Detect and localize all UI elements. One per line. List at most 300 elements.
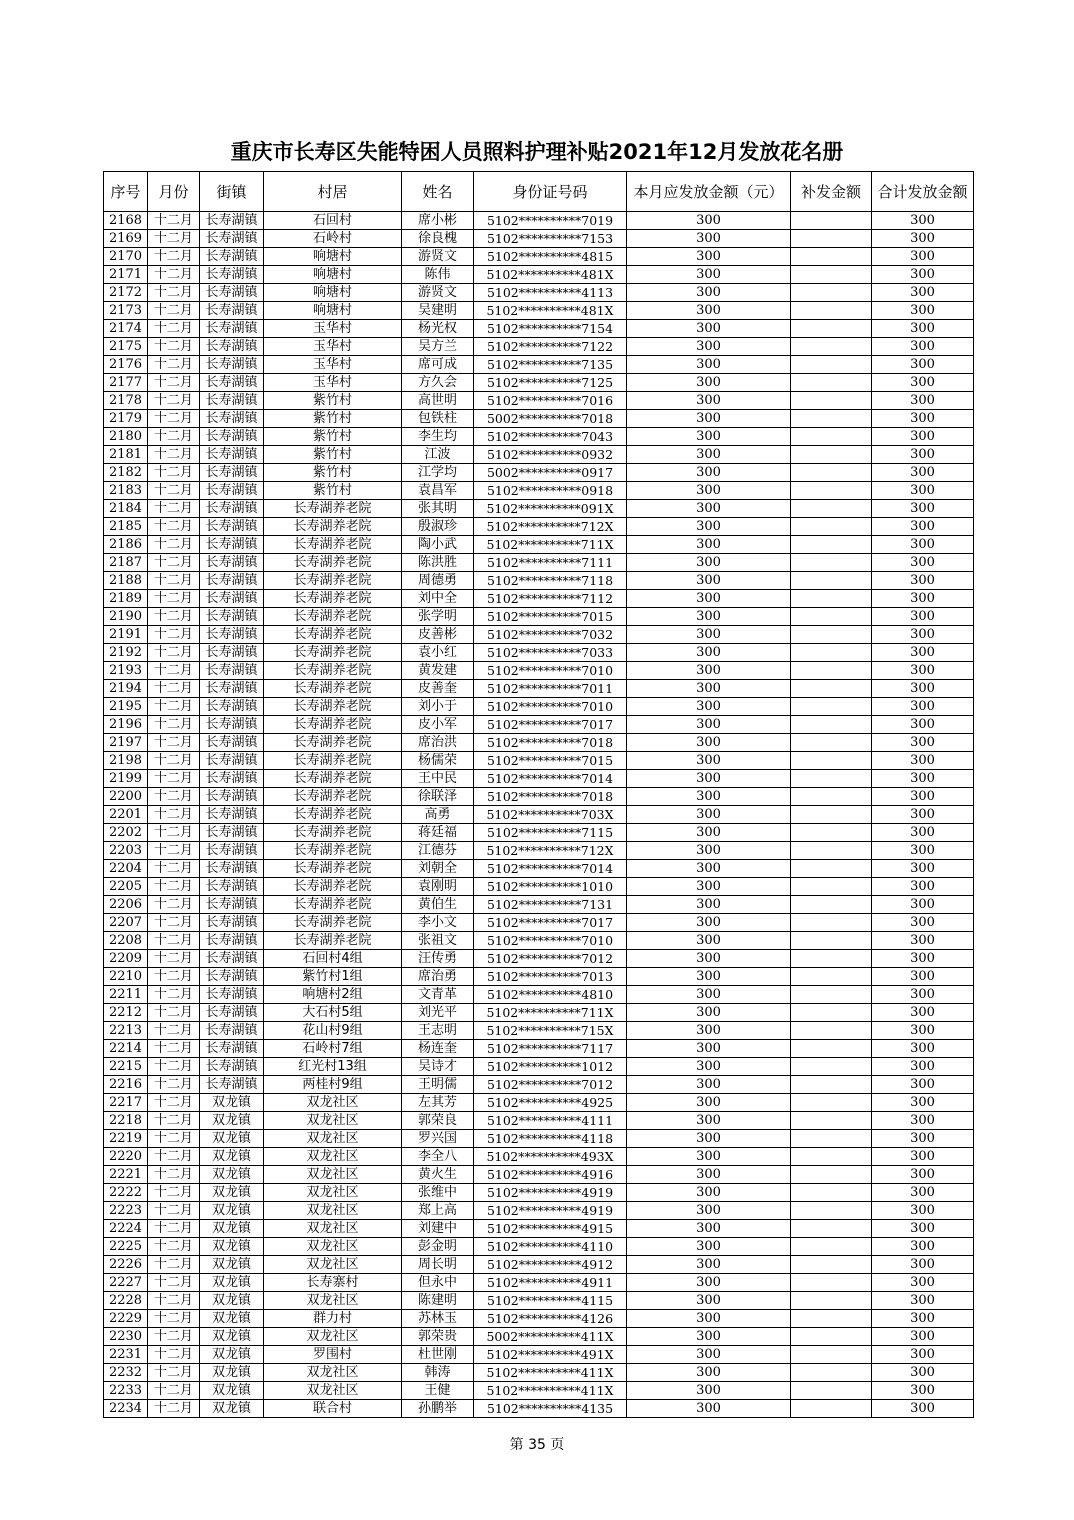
cell-village: 双龙社区 bbox=[264, 1238, 402, 1256]
cell-id-number: 5102**********4135 bbox=[474, 1400, 627, 1418]
cell-id-number: 5102**********703X bbox=[474, 806, 627, 824]
cell-monthly-amount: 300 bbox=[627, 986, 791, 1004]
cell-back-pay bbox=[791, 392, 872, 410]
cell-village: 红光村13组 bbox=[264, 1058, 402, 1076]
cell-back-pay bbox=[791, 770, 872, 788]
cell-seq: 2215 bbox=[104, 1058, 148, 1076]
cell-seq: 2213 bbox=[104, 1022, 148, 1040]
cell-back-pay bbox=[791, 734, 872, 752]
cell-id-number: 5102**********7010 bbox=[474, 932, 627, 950]
cell-village: 双龙社区 bbox=[264, 1202, 402, 1220]
cell-village: 长寿湖养老院 bbox=[264, 572, 402, 590]
cell-town: 长寿湖镇 bbox=[200, 572, 264, 590]
cell-month: 十二月 bbox=[148, 950, 200, 968]
cell-back-pay bbox=[791, 446, 872, 464]
table-row bbox=[104, 1310, 974, 1328]
cell-town: 长寿湖镇 bbox=[200, 1004, 264, 1022]
cell-id-number: 5102**********7018 bbox=[474, 788, 627, 806]
cell-month: 十二月 bbox=[148, 986, 200, 1004]
cell-month: 十二月 bbox=[148, 644, 200, 662]
cell-total-amount: 300 bbox=[872, 788, 974, 806]
table-row bbox=[104, 626, 974, 644]
cell-month: 十二月 bbox=[148, 518, 200, 536]
cell-month: 十二月 bbox=[148, 806, 200, 824]
cell-id-number: 5102**********7017 bbox=[474, 914, 627, 932]
cell-monthly-amount: 300 bbox=[627, 842, 791, 860]
cell-town: 双龙镇 bbox=[200, 1346, 264, 1364]
cell-month: 十二月 bbox=[148, 1328, 200, 1346]
cell-village: 长寿寨村 bbox=[264, 1274, 402, 1292]
cell-id-number: 5102**********7011 bbox=[474, 680, 627, 698]
table-row bbox=[104, 302, 974, 320]
cell-village: 长寿湖养老院 bbox=[264, 536, 402, 554]
cell-village: 两桂村9组 bbox=[264, 1076, 402, 1094]
cell-month: 十二月 bbox=[148, 392, 200, 410]
table-row bbox=[104, 716, 974, 734]
cell-back-pay bbox=[791, 608, 872, 626]
cell-name: 但永中 bbox=[402, 1274, 474, 1292]
cell-seq: 2197 bbox=[104, 734, 148, 752]
cell-total-amount: 300 bbox=[872, 554, 974, 572]
cell-back-pay bbox=[791, 716, 872, 734]
cell-village: 双龙社区 bbox=[264, 1130, 402, 1148]
cell-town: 长寿湖镇 bbox=[200, 932, 264, 950]
cell-total-amount: 300 bbox=[872, 842, 974, 860]
cell-total-amount: 300 bbox=[872, 1328, 974, 1346]
cell-town: 长寿湖镇 bbox=[200, 464, 264, 482]
cell-name: 刘朝全 bbox=[402, 860, 474, 878]
cell-monthly-amount: 300 bbox=[627, 446, 791, 464]
cell-id-number: 5102**********091X bbox=[474, 500, 627, 518]
cell-monthly-amount: 300 bbox=[627, 1274, 791, 1292]
cell-total-amount: 300 bbox=[872, 590, 974, 608]
cell-town: 长寿湖镇 bbox=[200, 374, 264, 392]
cell-id-number: 5102**********7135 bbox=[474, 356, 627, 374]
cell-seq: 2169 bbox=[104, 230, 148, 248]
cell-seq: 2226 bbox=[104, 1256, 148, 1274]
cell-id-number: 5102**********4115 bbox=[474, 1292, 627, 1310]
cell-seq: 2168 bbox=[104, 212, 148, 230]
cell-seq: 2188 bbox=[104, 572, 148, 590]
cell-month: 十二月 bbox=[148, 1184, 200, 1202]
cell-village: 长寿湖养老院 bbox=[264, 788, 402, 806]
cell-back-pay bbox=[791, 1328, 872, 1346]
cell-month: 十二月 bbox=[148, 1040, 200, 1058]
cell-town: 双龙镇 bbox=[200, 1184, 264, 1202]
cell-town: 长寿湖镇 bbox=[200, 410, 264, 428]
cell-name: 吴诗才 bbox=[402, 1058, 474, 1076]
cell-village: 石回村4组 bbox=[264, 950, 402, 968]
cell-monthly-amount: 300 bbox=[627, 410, 791, 428]
cell-monthly-amount: 300 bbox=[627, 1202, 791, 1220]
cell-total-amount: 300 bbox=[872, 1076, 974, 1094]
cell-monthly-amount: 300 bbox=[627, 590, 791, 608]
cell-town: 长寿湖镇 bbox=[200, 518, 264, 536]
table-row bbox=[104, 1202, 974, 1220]
cell-month: 十二月 bbox=[148, 302, 200, 320]
cell-town: 双龙镇 bbox=[200, 1148, 264, 1166]
cell-monthly-amount: 300 bbox=[627, 212, 791, 230]
cell-monthly-amount: 300 bbox=[627, 1094, 791, 1112]
cell-seq: 2231 bbox=[104, 1346, 148, 1364]
cell-id-number: 5102**********7154 bbox=[474, 320, 627, 338]
cell-town: 长寿湖镇 bbox=[200, 338, 264, 356]
cell-id-number: 5102**********0932 bbox=[474, 446, 627, 464]
cell-month: 十二月 bbox=[148, 1310, 200, 1328]
cell-total-amount: 300 bbox=[872, 356, 974, 374]
cell-id-number: 5102**********4810 bbox=[474, 986, 627, 1004]
cell-town: 长寿湖镇 bbox=[200, 446, 264, 464]
cell-back-pay bbox=[791, 1256, 872, 1274]
cell-town: 双龙镇 bbox=[200, 1328, 264, 1346]
cell-month: 十二月 bbox=[148, 212, 200, 230]
cell-monthly-amount: 300 bbox=[627, 338, 791, 356]
cell-back-pay bbox=[791, 1004, 872, 1022]
header-town: 街镇 bbox=[200, 172, 264, 212]
cell-id-number: 5102**********7125 bbox=[474, 374, 627, 392]
table-row bbox=[104, 446, 974, 464]
cell-total-amount: 300 bbox=[872, 1292, 974, 1310]
cell-id-number: 5102**********491X bbox=[474, 1346, 627, 1364]
cell-id-number: 5102**********411X bbox=[474, 1364, 627, 1382]
cell-monthly-amount: 300 bbox=[627, 1004, 791, 1022]
table-row bbox=[104, 1220, 974, 1238]
cell-back-pay bbox=[791, 878, 872, 896]
cell-seq: 2210 bbox=[104, 968, 148, 986]
table-row bbox=[104, 662, 974, 680]
cell-id-number: 5102**********4118 bbox=[474, 1130, 627, 1148]
cell-seq: 2206 bbox=[104, 896, 148, 914]
cell-village: 长寿湖养老院 bbox=[264, 770, 402, 788]
cell-name: 彭金明 bbox=[402, 1238, 474, 1256]
cell-total-amount: 300 bbox=[872, 518, 974, 536]
table-row bbox=[104, 860, 974, 878]
cell-seq: 2200 bbox=[104, 788, 148, 806]
cell-monthly-amount: 300 bbox=[627, 1364, 791, 1382]
cell-seq: 2178 bbox=[104, 392, 148, 410]
cell-village: 大石村5组 bbox=[264, 1004, 402, 1022]
cell-back-pay bbox=[791, 302, 872, 320]
cell-monthly-amount: 300 bbox=[627, 320, 791, 338]
cell-seq: 2186 bbox=[104, 536, 148, 554]
cell-name: 李全八 bbox=[402, 1148, 474, 1166]
table-row bbox=[104, 752, 974, 770]
cell-month: 十二月 bbox=[148, 356, 200, 374]
table-row bbox=[104, 554, 974, 572]
cell-town: 长寿湖镇 bbox=[200, 428, 264, 446]
cell-total-amount: 300 bbox=[872, 1382, 974, 1400]
cell-town: 长寿湖镇 bbox=[200, 1022, 264, 1040]
cell-town: 长寿湖镇 bbox=[200, 536, 264, 554]
cell-monthly-amount: 300 bbox=[627, 482, 791, 500]
cell-monthly-amount: 300 bbox=[627, 1310, 791, 1328]
cell-id-number: 5002**********0917 bbox=[474, 464, 627, 482]
cell-month: 十二月 bbox=[148, 608, 200, 626]
cell-monthly-amount: 300 bbox=[627, 554, 791, 572]
cell-monthly-amount: 300 bbox=[627, 914, 791, 932]
cell-monthly-amount: 300 bbox=[627, 266, 791, 284]
cell-id-number: 5102**********711X bbox=[474, 1004, 627, 1022]
cell-town: 双龙镇 bbox=[200, 1202, 264, 1220]
cell-back-pay bbox=[791, 1220, 872, 1238]
cell-seq: 2181 bbox=[104, 446, 148, 464]
cell-id-number: 5102**********1012 bbox=[474, 1058, 627, 1076]
cell-id-number: 5102**********481X bbox=[474, 302, 627, 320]
table-row bbox=[104, 500, 974, 518]
cell-back-pay bbox=[791, 1274, 872, 1292]
cell-town: 长寿湖镇 bbox=[200, 1040, 264, 1058]
table-row bbox=[104, 248, 974, 266]
cell-back-pay bbox=[791, 1112, 872, 1130]
table-row bbox=[104, 1400, 974, 1418]
cell-town: 双龙镇 bbox=[200, 1256, 264, 1274]
cell-back-pay bbox=[791, 1148, 872, 1166]
cell-monthly-amount: 300 bbox=[627, 752, 791, 770]
cell-id-number: 5102**********4919 bbox=[474, 1184, 627, 1202]
cell-name: 席可成 bbox=[402, 356, 474, 374]
cell-seq: 2185 bbox=[104, 518, 148, 536]
table-row bbox=[104, 1184, 974, 1202]
cell-town: 长寿湖镇 bbox=[200, 896, 264, 914]
cell-name: 杨连奎 bbox=[402, 1040, 474, 1058]
table-row bbox=[104, 1274, 974, 1292]
cell-month: 十二月 bbox=[148, 428, 200, 446]
cell-name: 黄发建 bbox=[402, 662, 474, 680]
cell-id-number: 5102**********4925 bbox=[474, 1094, 627, 1112]
cell-name: 李小文 bbox=[402, 914, 474, 932]
cell-back-pay bbox=[791, 950, 872, 968]
cell-monthly-amount: 300 bbox=[627, 968, 791, 986]
cell-village: 玉华村 bbox=[264, 356, 402, 374]
cell-back-pay bbox=[791, 896, 872, 914]
cell-month: 十二月 bbox=[148, 626, 200, 644]
cell-village: 长寿湖养老院 bbox=[264, 554, 402, 572]
cell-monthly-amount: 300 bbox=[627, 1058, 791, 1076]
cell-monthly-amount: 300 bbox=[627, 896, 791, 914]
cell-name: 刘建中 bbox=[402, 1220, 474, 1238]
cell-town: 长寿湖镇 bbox=[200, 230, 264, 248]
cell-back-pay bbox=[791, 374, 872, 392]
cell-total-amount: 300 bbox=[872, 446, 974, 464]
cell-village: 长寿湖养老院 bbox=[264, 932, 402, 950]
cell-village: 双龙社区 bbox=[264, 1364, 402, 1382]
cell-total-amount: 300 bbox=[872, 878, 974, 896]
cell-seq: 2224 bbox=[104, 1220, 148, 1238]
cell-back-pay bbox=[791, 968, 872, 986]
cell-village: 长寿湖养老院 bbox=[264, 752, 402, 770]
cell-month: 十二月 bbox=[148, 1256, 200, 1274]
cell-id-number: 5102**********7118 bbox=[474, 572, 627, 590]
table-row bbox=[104, 266, 974, 284]
cell-id-number: 5102**********481X bbox=[474, 266, 627, 284]
cell-monthly-amount: 300 bbox=[627, 536, 791, 554]
cell-id-number: 5102**********7111 bbox=[474, 554, 627, 572]
cell-month: 十二月 bbox=[148, 734, 200, 752]
cell-seq: 2195 bbox=[104, 698, 148, 716]
cell-town: 长寿湖镇 bbox=[200, 284, 264, 302]
table-row bbox=[104, 536, 974, 554]
cell-village: 双龙社区 bbox=[264, 1256, 402, 1274]
cell-seq: 2172 bbox=[104, 284, 148, 302]
cell-total-amount: 300 bbox=[872, 1166, 974, 1184]
header-name: 姓名 bbox=[402, 172, 474, 212]
table-row bbox=[104, 806, 974, 824]
cell-seq: 2203 bbox=[104, 842, 148, 860]
cell-name: 张学明 bbox=[402, 608, 474, 626]
cell-village: 响塘村2组 bbox=[264, 986, 402, 1004]
cell-name: 江学均 bbox=[402, 464, 474, 482]
cell-seq: 2175 bbox=[104, 338, 148, 356]
cell-id-number: 5102**********4110 bbox=[474, 1238, 627, 1256]
cell-total-amount: 300 bbox=[872, 770, 974, 788]
cell-total-amount: 300 bbox=[872, 1238, 974, 1256]
cell-monthly-amount: 300 bbox=[627, 464, 791, 482]
cell-name: 杜世刚 bbox=[402, 1346, 474, 1364]
cell-town: 长寿湖镇 bbox=[200, 248, 264, 266]
cell-back-pay bbox=[791, 410, 872, 428]
cell-name: 张维中 bbox=[402, 1184, 474, 1202]
cell-seq: 2217 bbox=[104, 1094, 148, 1112]
cell-town: 长寿湖镇 bbox=[200, 266, 264, 284]
cell-back-pay bbox=[791, 1346, 872, 1364]
cell-village: 长寿湖养老院 bbox=[264, 734, 402, 752]
cell-id-number: 5102**********7012 bbox=[474, 1076, 627, 1094]
cell-town: 双龙镇 bbox=[200, 1292, 264, 1310]
cell-total-amount: 300 bbox=[872, 662, 974, 680]
cell-back-pay bbox=[791, 518, 872, 536]
cell-id-number: 5102**********411X bbox=[474, 1382, 627, 1400]
cell-village: 长寿湖养老院 bbox=[264, 500, 402, 518]
cell-town: 长寿湖镇 bbox=[200, 1058, 264, 1076]
cell-seq: 2191 bbox=[104, 626, 148, 644]
table-row bbox=[104, 590, 974, 608]
cell-monthly-amount: 300 bbox=[627, 374, 791, 392]
cell-total-amount: 300 bbox=[872, 1148, 974, 1166]
table-row bbox=[104, 572, 974, 590]
cell-back-pay bbox=[791, 1130, 872, 1148]
cell-village: 紫竹村 bbox=[264, 446, 402, 464]
cell-seq: 2193 bbox=[104, 662, 148, 680]
cell-month: 十二月 bbox=[148, 482, 200, 500]
cell-total-amount: 300 bbox=[872, 1274, 974, 1292]
cell-id-number: 5102**********4113 bbox=[474, 284, 627, 302]
cell-village: 长寿湖养老院 bbox=[264, 626, 402, 644]
cell-month: 十二月 bbox=[148, 374, 200, 392]
cell-name: 皮善奎 bbox=[402, 680, 474, 698]
cell-id-number: 5102**********7012 bbox=[474, 950, 627, 968]
header-back-pay: 补发金额 bbox=[791, 172, 872, 212]
cell-back-pay bbox=[791, 842, 872, 860]
roster-table bbox=[103, 171, 974, 1418]
cell-name: 袁小红 bbox=[402, 644, 474, 662]
cell-name: 江波 bbox=[402, 446, 474, 464]
cell-month: 十二月 bbox=[148, 1058, 200, 1076]
cell-month: 十二月 bbox=[148, 338, 200, 356]
cell-town: 双龙镇 bbox=[200, 1364, 264, 1382]
table-row bbox=[104, 1148, 974, 1166]
cell-name: 孙鹏举 bbox=[402, 1400, 474, 1418]
cell-total-amount: 300 bbox=[872, 428, 974, 446]
cell-total-amount: 300 bbox=[872, 1202, 974, 1220]
cell-village: 长寿湖养老院 bbox=[264, 518, 402, 536]
cell-name: 黄伯生 bbox=[402, 896, 474, 914]
cell-monthly-amount: 300 bbox=[627, 1292, 791, 1310]
cell-seq: 2209 bbox=[104, 950, 148, 968]
table-row bbox=[104, 1292, 974, 1310]
cell-seq: 2216 bbox=[104, 1076, 148, 1094]
table-row bbox=[104, 1004, 974, 1022]
table-row bbox=[104, 1130, 974, 1148]
cell-town: 长寿湖镇 bbox=[200, 806, 264, 824]
cell-village: 联合村 bbox=[264, 1400, 402, 1418]
cell-seq: 2192 bbox=[104, 644, 148, 662]
table-row bbox=[104, 374, 974, 392]
table-row bbox=[104, 428, 974, 446]
cell-total-amount: 300 bbox=[872, 572, 974, 590]
table-row bbox=[104, 1346, 974, 1364]
cell-name: 陈建明 bbox=[402, 1292, 474, 1310]
table-row bbox=[104, 212, 974, 230]
cell-monthly-amount: 300 bbox=[627, 716, 791, 734]
cell-town: 长寿湖镇 bbox=[200, 752, 264, 770]
cell-id-number: 5102**********4126 bbox=[474, 1310, 627, 1328]
cell-monthly-amount: 300 bbox=[627, 1382, 791, 1400]
cell-name: 陈伟 bbox=[402, 266, 474, 284]
cell-total-amount: 300 bbox=[872, 1184, 974, 1202]
cell-village: 响塘村 bbox=[264, 302, 402, 320]
cell-village: 长寿湖养老院 bbox=[264, 806, 402, 824]
cell-village: 罗围村 bbox=[264, 1346, 402, 1364]
cell-total-amount: 300 bbox=[872, 752, 974, 770]
cell-total-amount: 300 bbox=[872, 626, 974, 644]
cell-id-number: 5102**********7122 bbox=[474, 338, 627, 356]
cell-id-number: 5102**********7043 bbox=[474, 428, 627, 446]
cell-seq: 2198 bbox=[104, 752, 148, 770]
cell-seq: 2230 bbox=[104, 1328, 148, 1346]
cell-village: 长寿湖养老院 bbox=[264, 860, 402, 878]
cell-monthly-amount: 300 bbox=[627, 518, 791, 536]
cell-town: 长寿湖镇 bbox=[200, 968, 264, 986]
cell-name: 吴方兰 bbox=[402, 338, 474, 356]
cell-seq: 2211 bbox=[104, 986, 148, 1004]
cell-village: 紫竹村 bbox=[264, 464, 402, 482]
cell-seq: 2232 bbox=[104, 1364, 148, 1382]
cell-village: 长寿湖养老院 bbox=[264, 842, 402, 860]
cell-town: 双龙镇 bbox=[200, 1094, 264, 1112]
cell-town: 长寿湖镇 bbox=[200, 320, 264, 338]
cell-monthly-amount: 300 bbox=[627, 932, 791, 950]
cell-monthly-amount: 300 bbox=[627, 1112, 791, 1130]
cell-town: 双龙镇 bbox=[200, 1220, 264, 1238]
cell-total-amount: 300 bbox=[872, 1022, 974, 1040]
table-row bbox=[104, 230, 974, 248]
cell-seq: 2214 bbox=[104, 1040, 148, 1058]
table-row bbox=[104, 464, 974, 482]
cell-month: 十二月 bbox=[148, 554, 200, 572]
table-row bbox=[104, 1364, 974, 1382]
cell-back-pay bbox=[791, 356, 872, 374]
cell-total-amount: 300 bbox=[872, 1220, 974, 1238]
cell-back-pay bbox=[791, 1166, 872, 1184]
document-title: 重庆市长寿区失能特困人员照料护理补贴2021年12月发放花名册 bbox=[230, 140, 844, 164]
cell-monthly-amount: 300 bbox=[627, 626, 791, 644]
cell-village: 双龙社区 bbox=[264, 1148, 402, 1166]
cell-monthly-amount: 300 bbox=[627, 428, 791, 446]
cell-seq: 2180 bbox=[104, 428, 148, 446]
cell-total-amount: 300 bbox=[872, 230, 974, 248]
cell-village: 花山村9组 bbox=[264, 1022, 402, 1040]
cell-town: 长寿湖镇 bbox=[200, 878, 264, 896]
